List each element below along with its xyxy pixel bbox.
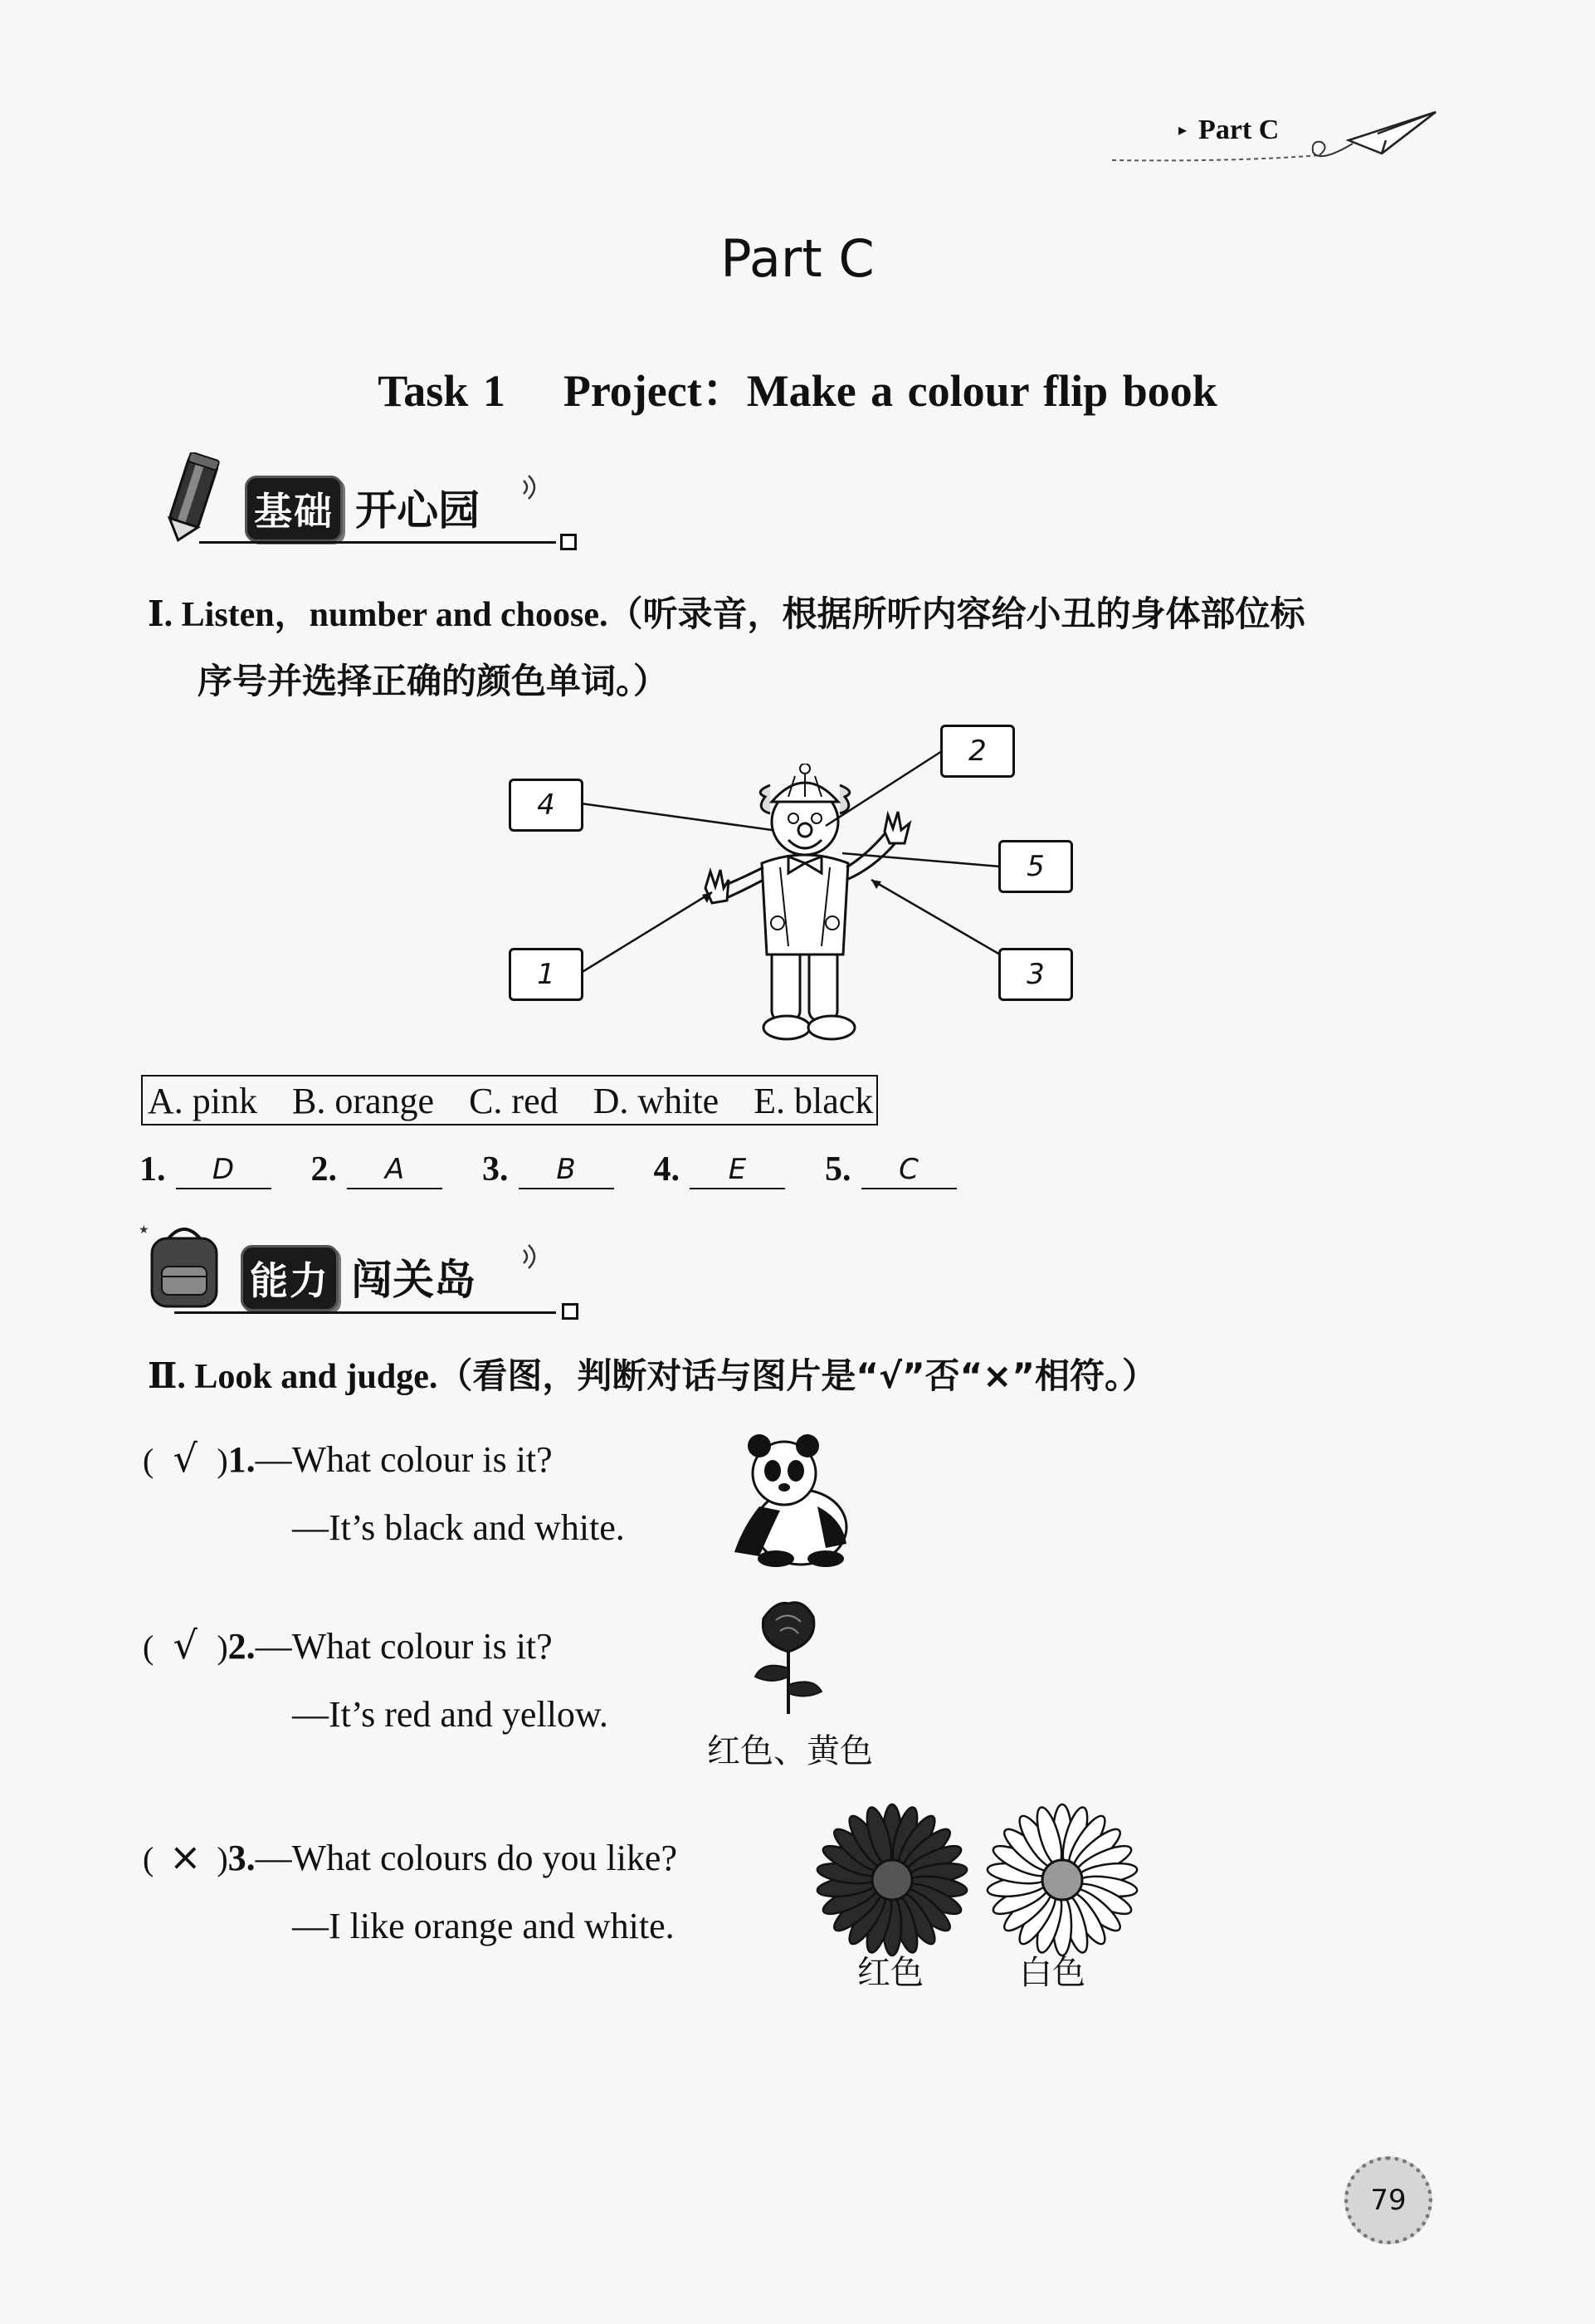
answer-4: 4. E	[654, 1150, 786, 1189]
caption-white: 白色	[1019, 1954, 1085, 1992]
q2-instruction: Ⅱ. Look and judge.（看图，判断对话与图片是“√”否“×”相符。）	[148, 1355, 1157, 1396]
answer-blank[interactable]: E	[690, 1153, 785, 1189]
caption-rose-colors: 红色、黄色	[707, 1732, 873, 1770]
option-a: A. pink	[148, 1081, 257, 1121]
rose-image	[739, 1594, 838, 1718]
question-text: —What colour is it?	[255, 1439, 553, 1480]
option-c: C. red	[469, 1081, 558, 1121]
answer-text-3: —I like orange and white.	[292, 1906, 675, 1946]
answer-blank[interactable]: B	[519, 1153, 614, 1189]
answer-text-2: —It’s red and yellow.	[292, 1694, 608, 1735]
header-part-label: ▸ Part C	[1178, 115, 1280, 145]
question-text: —What colour is it?	[255, 1626, 553, 1667]
option-d: D. white	[593, 1081, 719, 1121]
label-box-4: 4	[509, 779, 583, 832]
page-title: Part C	[720, 228, 875, 289]
judge-mark[interactable]: ×	[169, 1834, 202, 1879]
sound-wave-icon	[519, 1238, 552, 1272]
section-banner-ability	[137, 1220, 585, 1320]
judge-mark[interactable]: √	[173, 1436, 198, 1481]
judge-mark[interactable]: √	[173, 1623, 198, 1667]
judge-item-1: ( √ )1.—What colour is it?	[143, 1436, 553, 1481]
q1-instruction: Ⅰ. Listen，number and choose.（听录音，根据所听内容给小丑的身体部位标 序号并选择正确的颜色单词。）	[148, 593, 1305, 701]
pointer-lines	[0, 0, 1595, 1079]
task-number: Task 1	[378, 366, 505, 416]
panda-image	[726, 1428, 859, 1569]
answer-text-1: —It’s black and white.	[292, 1507, 625, 1548]
caption-red: 红色	[857, 1954, 924, 1992]
triangle-icon: ▸	[1178, 121, 1188, 139]
section-badge-ability: 能力	[241, 1245, 339, 1311]
answer-blank[interactable]: A	[347, 1153, 442, 1189]
answer-2: 2. A	[311, 1150, 443, 1189]
answer-5: 5. C	[825, 1150, 957, 1189]
option-b: B. orange	[292, 1081, 435, 1121]
white-flower-image	[983, 1801, 1141, 1959]
label-box-1: 1	[509, 948, 583, 1001]
option-e: E. black	[754, 1081, 874, 1121]
section-label-basic: 开心园	[355, 486, 480, 535]
backpack-icon	[137, 1220, 228, 1311]
question-text: —What colours do you like?	[255, 1838, 677, 1878]
answer-1: 1. D	[139, 1150, 271, 1189]
label-box-3: 3	[998, 948, 1073, 1001]
answer-blank[interactable]: C	[861, 1153, 957, 1189]
project-title: Project：Make a colour flip book	[563, 366, 1217, 416]
section-label-ability: 闯关岛	[351, 1256, 476, 1304]
dark-flower-image	[813, 1801, 971, 1959]
q1-answers	[139, 1150, 997, 1189]
label-box-5: 5	[998, 840, 1073, 893]
judge-item-2: ( √ )2.—What colour is it?	[143, 1623, 553, 1667]
section-badge-basic: 基础	[245, 476, 343, 542]
color-options	[141, 1075, 878, 1125]
answer-blank[interactable]: D	[176, 1153, 271, 1189]
label-box-2: 2	[940, 725, 1015, 778]
svg-text:★: ★	[139, 1223, 149, 1237]
page-number: 79	[1344, 2156, 1432, 2244]
judge-item-3: ( × )3.—What colours do you like?	[143, 1834, 677, 1879]
answer-3: 3. B	[482, 1150, 614, 1189]
